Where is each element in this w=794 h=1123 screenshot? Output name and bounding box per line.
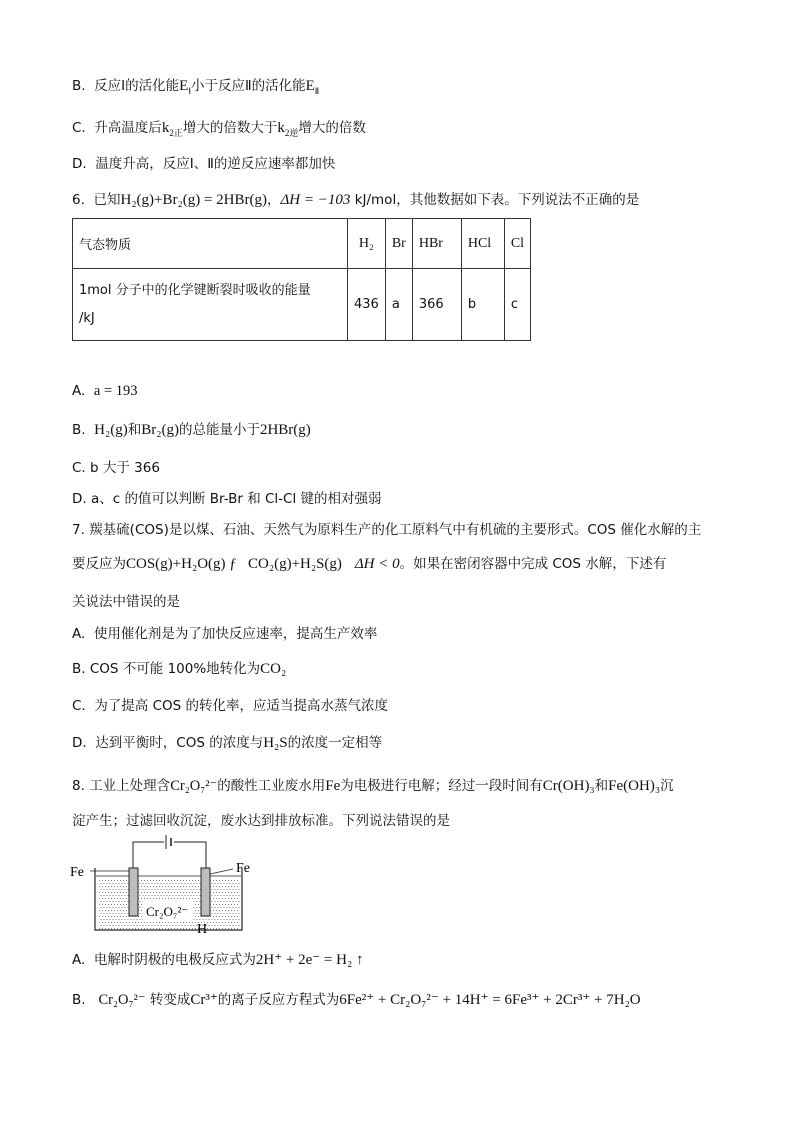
activation-energy-e2: $E_Ⅱ$ [305,78,320,96]
table-col-header: HCl [461,219,504,269]
q7-option-d: D. 达到平衡时，COS 的浓度与H₂S的浓度一定相等 [72,735,383,751]
battery-icon [133,835,206,870]
table-col-header: Br [385,219,412,269]
right-electrode-label: Fe [236,861,250,876]
q6-stem: 6. 已知H₂(g)+Br₂(g) = 2HBr(g)，ΔH = −103 kJ/mol，其他数据如下表。下列说法不正确的是 [72,192,640,208]
q8-option-b: B. Cr₂O₇²⁻ 转变成Cr³⁺的离子反应方程式为6Fe²⁺ + Cr₂O₇²⁻ + 14H⁺ = 6Fe³⁺ + 2Cr³⁺ + 7H₂O [72,992,641,1008]
q7-stem-line1: 7. 羰基硫(COS)是以煤、石油、天然气为原料生产的化工原料气中有机硫的主要形式。COS 催化水解的主 [72,522,702,538]
table-cell: a [385,269,412,341]
rate-constant-k-reverse: $k_{2逆}$ [277,120,299,138]
right-fe-electrode [201,868,210,916]
q8-stem-line1: 8. 工业上处理含Cr₂O₇²⁻的酸性工业废水用Fe为电极进行电解；经过一段时间有Cr(OH)₃和Fe(OH)₃沉 [72,778,674,794]
bond-energy-table [72,218,531,341]
table-col-header: HBr [412,219,461,269]
table-row [73,269,531,341]
table-row-header: 气态物质 [73,219,348,269]
q5-option-b: B. 反应Ⅰ的活化能$E_Ⅰ$小于反应Ⅱ的活化能$E_Ⅱ$ [72,78,320,96]
solution-label: Cr₂O₇²⁻ [146,904,189,919]
left-electrode-label: Fe [70,865,84,880]
q7-option-b: B. COS 不可能 100%地转化为CO₂ [72,661,287,677]
q8-option-a: A. 电解时阴极的电极反应式为2H⁺ + 2e⁻ = H₂ ↑ [72,952,364,968]
figure-bottom-label: H [197,922,208,937]
electrolysis-cell-diagram [70,830,270,938]
q6-option-d: D. a、c 的值可以判断 Br-Br 和 Cl-Cl 键的相对强弱 [72,491,382,507]
activation-energy-e1: $E_Ⅰ$ [179,78,191,96]
table-cell: 366 [412,269,461,341]
table-col-header: Cl [504,219,530,269]
q8-stem-line2: 淀产生；过滤回收沉淀，废水达到排放标准。下列说法错误的是 [72,813,450,829]
q7-option-a: A. 使用催化剂是为了加快反应速率，提高生产效率 [72,626,378,642]
table-cell: c [504,269,530,341]
q7-option-c: C. 为了提高 COS 的转化率，应适当提高水蒸气浓度 [72,698,389,714]
q6-option-a: A. a = 193 [72,383,138,399]
q6-enthalpy: ΔH = −103 [280,192,351,208]
rate-constant-k-forward: $k_{2正}$ [161,120,183,138]
left-fe-electrode [129,868,138,916]
table-col-header: H₂ [348,219,386,269]
beaker [95,868,242,930]
q5-option-c: C. 升高温度后$k_{2正}$增大的倍数大于$k_{2逆}$增大的倍数 [72,120,366,138]
table-cell: 436 [348,269,386,341]
table-row [73,219,531,269]
q7-stem-line2: 要反应为COS(g)+H₂O(g) ƒ CO₂(g)+H₂S(g) ΔH < 0。如果在密闭容器中完成 COS 水解，下述有 [72,556,667,572]
q6-option-b: B. H₂(g)和Br₂(g)的总能量小于2HBr(g) [72,422,311,438]
table-row-header: 1mol 分子中的化学键断裂时吸收的能量 /kJ [73,269,348,341]
q6-option-c: C. b 大于 366 [72,460,160,476]
table-cell: b [461,269,504,341]
q7-equation: COS(g)+H₂O(g) ƒ CO₂(g)+H₂S(g) [126,556,342,572]
q5-option-d: D. 温度升高，反应Ⅰ、Ⅱ的逆反应速率都加快 [72,156,336,172]
q6-equation: H₂(g)+Br₂(g) = 2HBr(g) [120,192,267,208]
q7-stem-line3: 关说法中错误的是 [72,594,180,610]
